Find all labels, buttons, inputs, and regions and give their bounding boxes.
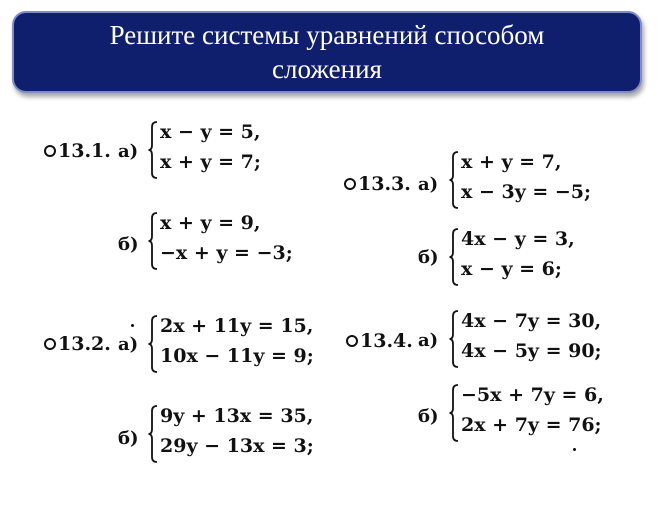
title-banner	[12, 11, 642, 93]
problem-number-text: 13.4.	[360, 330, 413, 352]
part-label: б)	[118, 234, 139, 255]
stray-dot	[131, 324, 134, 327]
problem-number	[44, 140, 111, 162]
problem-number-text: 13.3.	[358, 173, 411, 195]
problem-number	[344, 173, 411, 195]
equation: 4x − 7y = 30,	[461, 310, 602, 332]
part-label: а)	[418, 330, 439, 351]
left-brace-icon	[148, 121, 158, 179]
circle-marker-icon	[44, 338, 56, 350]
part-label: б)	[118, 428, 139, 449]
circle-marker-icon	[344, 178, 356, 190]
part-label: а)	[418, 174, 439, 195]
left-brace-icon	[148, 405, 158, 463]
equation: 4x − 5y = 90;	[461, 340, 602, 362]
part-label: б)	[418, 247, 439, 268]
equation: x + y = 7;	[160, 151, 261, 173]
equation: 2x + 11y = 15,	[160, 315, 314, 337]
left-brace-icon	[449, 228, 459, 286]
left-brace-icon	[148, 212, 158, 270]
circle-marker-icon	[44, 145, 56, 157]
left-brace-icon	[449, 151, 459, 209]
left-brace-icon	[449, 384, 459, 442]
title-line-2: сложения	[272, 54, 382, 84]
problem-number	[346, 330, 413, 352]
equation: 4x − y = 3,	[461, 228, 575, 250]
left-brace-icon	[449, 310, 459, 368]
equation: x − y = 5,	[160, 121, 261, 143]
stray-dot	[573, 448, 576, 451]
equation: 29y − 13x = 3;	[160, 435, 314, 457]
equation: x + y = 9,	[160, 212, 261, 234]
equation: 10x − 11y = 9;	[160, 345, 314, 367]
circle-marker-icon	[346, 335, 358, 347]
equation: −5x + 7y = 6,	[461, 384, 604, 406]
equation: x + y = 7,	[461, 151, 562, 173]
equation: 9y + 13x = 35,	[160, 405, 314, 427]
equation: x − 3y = −5;	[461, 181, 592, 203]
equation: 2x + 7y = 76;	[461, 414, 602, 436]
left-brace-icon	[148, 315, 158, 373]
part-label: а)	[118, 334, 139, 355]
problem-number-text: 13.2.	[58, 333, 111, 355]
title-line-1: Решите системы уравнений способом	[109, 20, 545, 50]
problem-number	[44, 333, 111, 355]
equation: −x + y = −3;	[160, 242, 293, 264]
part-label: б)	[418, 406, 439, 427]
part-label: а)	[118, 141, 139, 162]
equation: x − y = 6;	[461, 258, 562, 280]
problem-number-text: 13.1.	[58, 140, 111, 162]
